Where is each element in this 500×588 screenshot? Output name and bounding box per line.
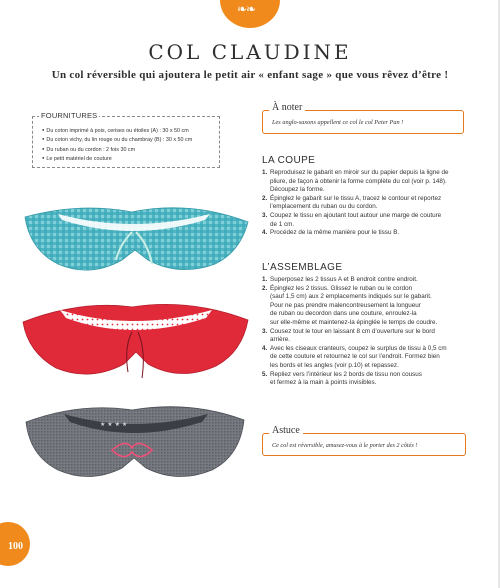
step-item [262,212,472,229]
step-text: Cousez tout le tour en laissant 8 cm d’ouverture sur le bord arrière. [270,327,435,344]
step-number: 1. [262,276,268,283]
step-text: Coupez le tissu en ajoutant tout autour une marge de couture de 1 cm. [270,211,442,228]
step-number: 2. [262,284,268,292]
list-item: ● Du ruban ou du cordon : 2 fois 30 cm [42,145,213,154]
step-text: Procédez de la même manière pour le tissu B. [270,229,400,237]
fournitures-list [42,126,213,164]
step-text: Reproduisez le gabarit en miroir sur du papier depuis la ligne de pliure, de façon à obtenir la forme complète du col (voir p. 148). Découpez la forme. [270,169,449,194]
astuce-box [262,425,466,456]
step-number: 4. [262,229,268,237]
step-number: 2. [262,194,268,202]
step-item [262,328,472,345]
step-item [262,276,472,285]
astuce-text: Ce col est réversible, amusez-vous à le porter des 2 côtés ! [272,442,418,449]
step-item [262,195,472,212]
page-number: 100 [8,541,23,552]
collar-blue [25,208,248,270]
step-number: 1. [262,169,268,176]
fournitures-box [32,111,220,168]
step-number: 4. [262,344,268,352]
bow-icon: ❧❧ [237,2,256,16]
collars-photo [20,182,250,502]
step-text: Avec les ciseaux cranteurs, coupez le surplus de tissu à 0,5 cm de cette couture et retournez le col sur l’endroit. Formez bien les bords et les angles (voir p.10) et repassez. [270,344,447,369]
list-item: ● Du coton vichy, du lin rouge ou du chambray (B) : 30 x 50 cm [42,135,213,144]
astuce-label: Astuce [269,425,303,436]
step-text: Épinglez les 2 tissus. Glissez le ruban ou le cordon (sauf 1,5 cm) aux 2 emplacements indiqués sur le gabarit. Pour ne pas prendre malencontreusement la longueur de ruban ou decordon dans une couture, enroulez-la sur elle-même et maintenez-la épinglée le temps de coudre. [270,284,438,326]
coupe-steps [262,169,472,238]
step-text: Repliez vers l’intérieur les 2 bords de tissu non cousus et fermez à la main à points invisibles. [270,370,422,387]
assemblage-steps [262,276,472,388]
step-item [262,169,472,195]
svg-text:★ ★ ★ ★: ★ ★ ★ ★ [100,421,128,428]
page-subtitle: Un col réversible qui ajoutera le petit air « enfant sage » que vous rêvez d’être ! [51,69,449,81]
step-item [262,345,472,371]
collar-grey [26,407,244,477]
step-number: 3. [262,327,268,335]
page-title: COL CLAUDINE [148,40,352,64]
note-text: Les anglo-saxons appellent ce col le col Peter Pan ! [272,119,404,126]
section-title-assemblage: L’ASSEMBLAGE [262,262,343,273]
note-label: À noter [269,102,305,113]
top-badge [220,0,280,28]
step-number: 3. [262,211,268,219]
list-item: ● Le petit matériel de couture [42,154,213,163]
list-item: ● Du coton imprimé à pois, cerises ou étoiles (A) : 30 x 50 cm [42,126,213,135]
section-title-coupe: LA COUPE [262,155,316,166]
step-text: Épinglez le gabarit sur le tissu A, tracez le contour et reportez l’emplacement du ruban ou du cordon. [270,194,442,211]
step-item [262,229,472,238]
step-item [262,371,472,388]
fournitures-label: FOURNITURES [41,111,98,120]
collar-red [23,304,248,378]
step-number: 5. [262,370,268,378]
step-item [262,285,472,328]
note-box [262,102,464,134]
step-text: Superposez les 2 tissus A et B endroit contre endroit. [270,276,418,283]
